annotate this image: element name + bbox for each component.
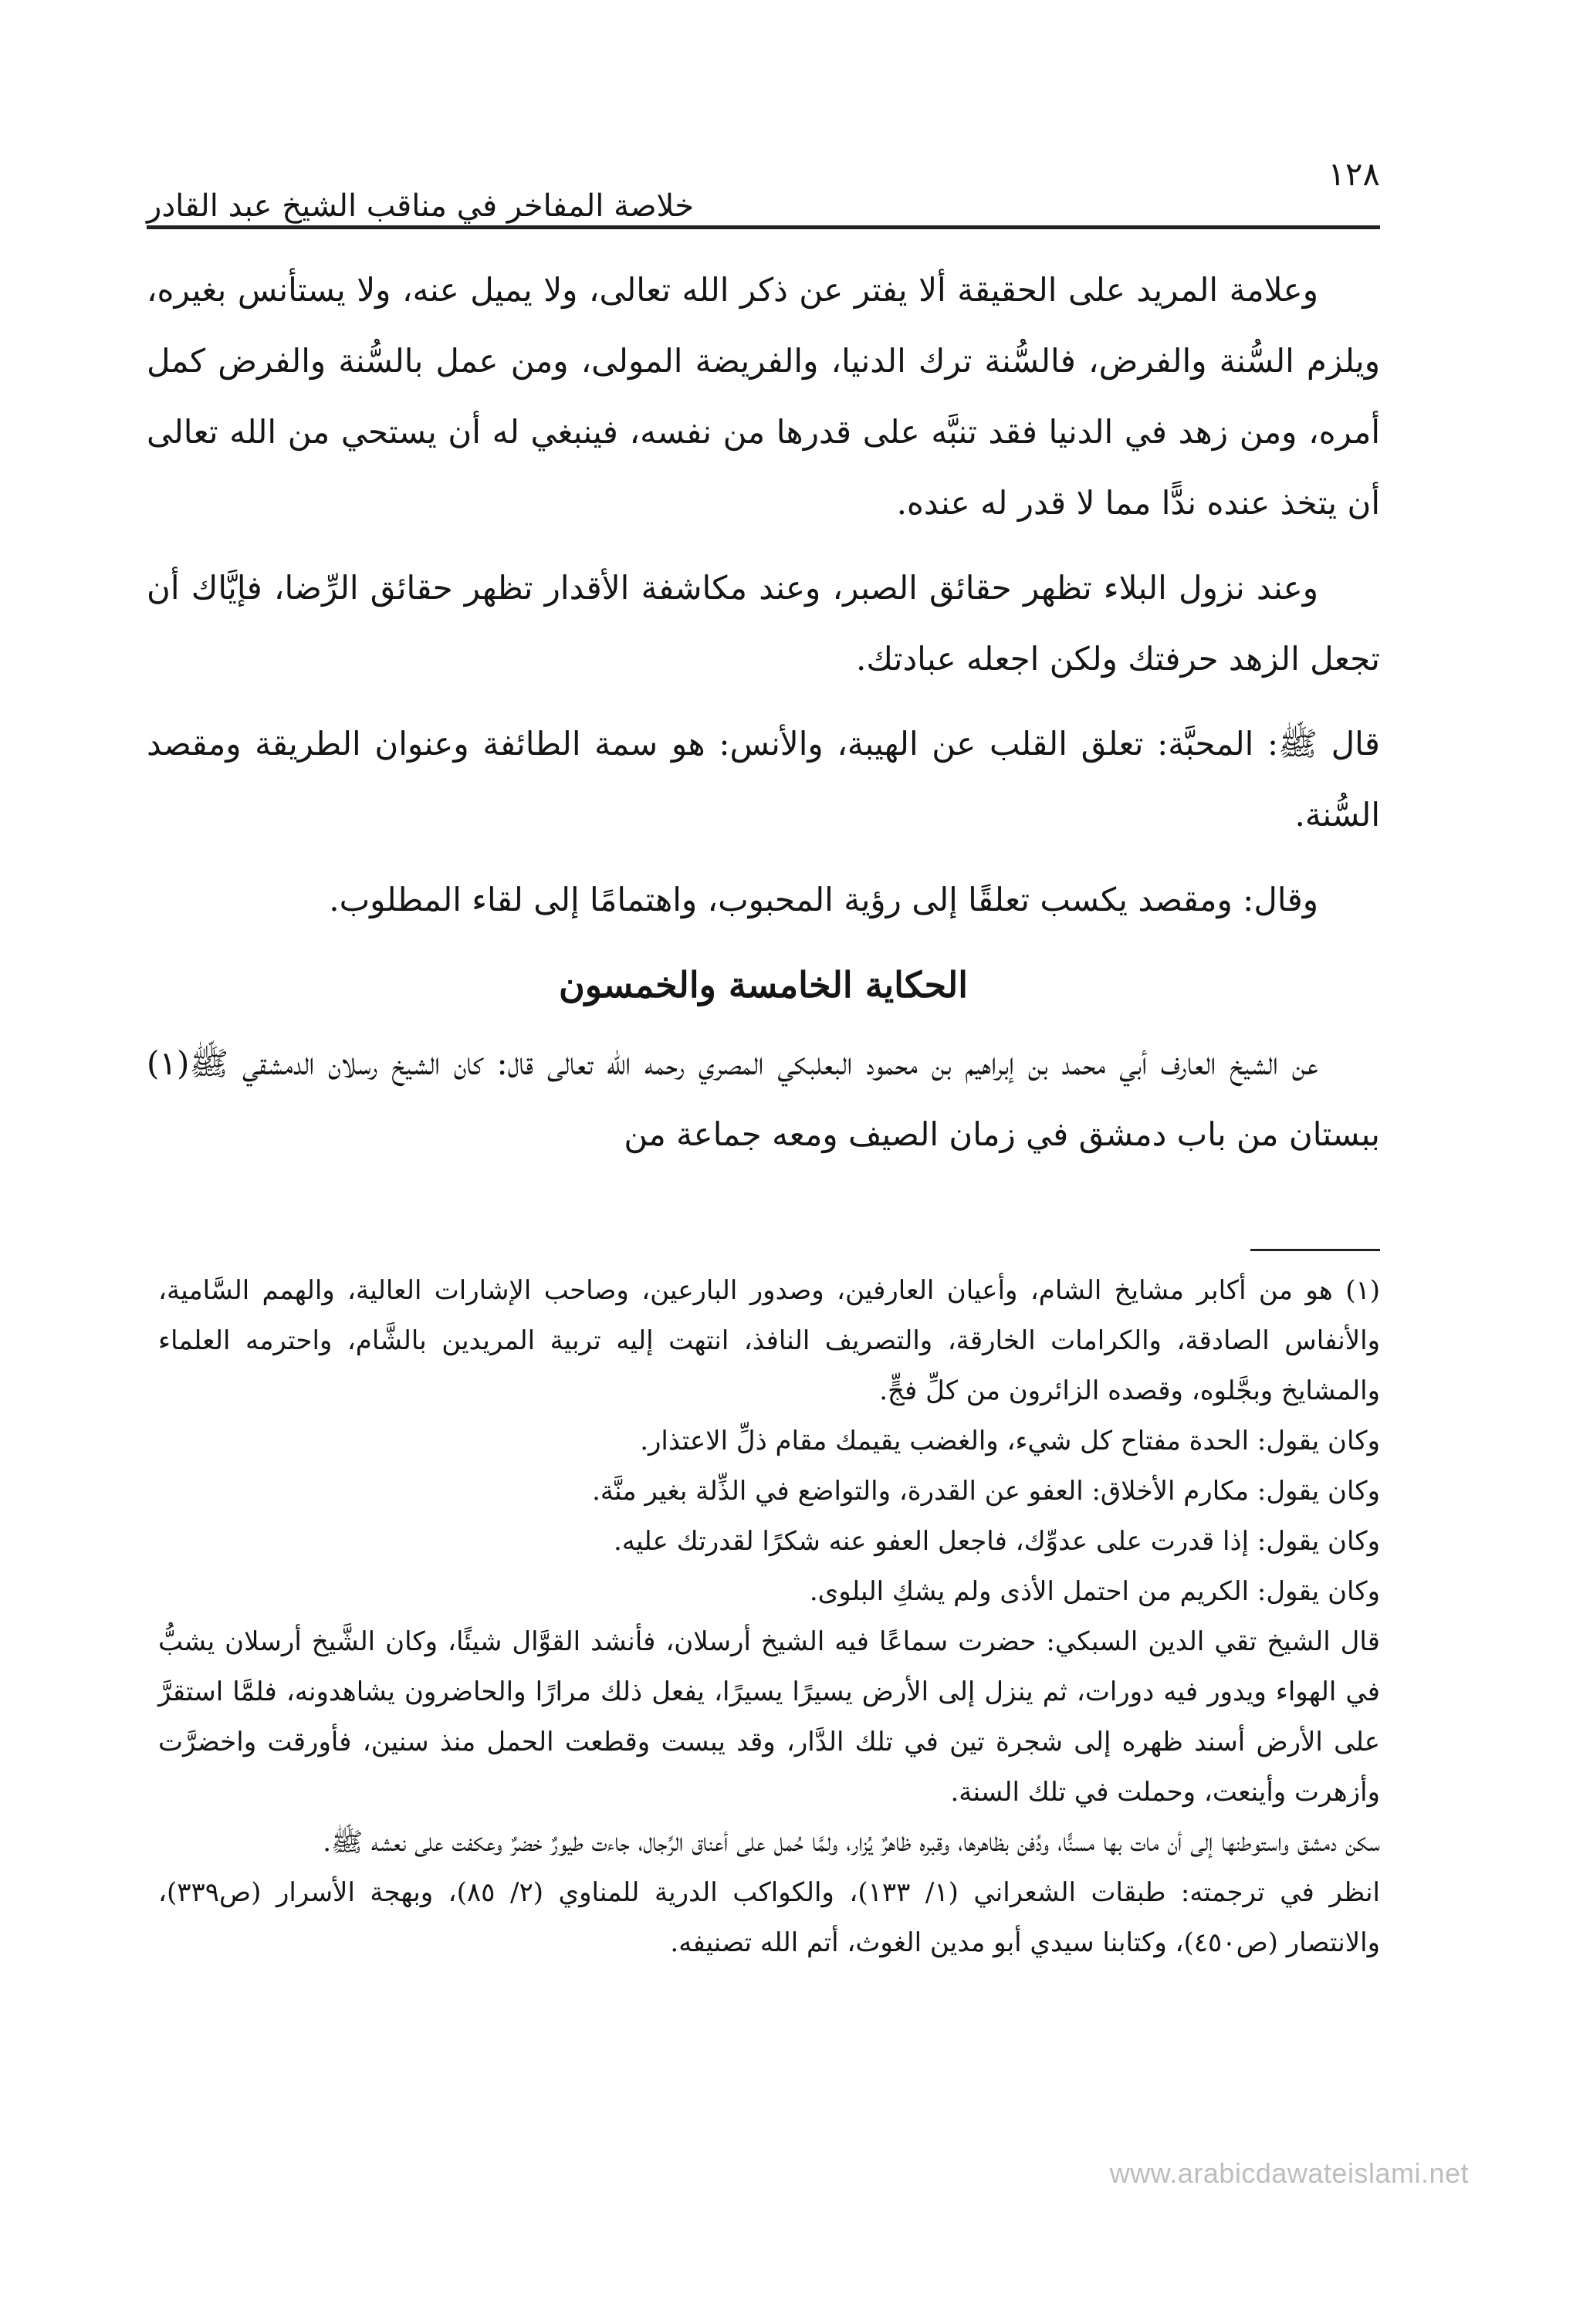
story-heading: الحكاية الخامسة والخمسون — [558, 964, 969, 1006]
footnote-saying-1: وكان يقول: الحدة مفتاح كل شيء، والغضب يقيمك مقام ذلِّ الاعتذار. — [640, 1426, 1380, 1456]
footnote-saying-4: وكان يقول: الكريم من احتمل الأذى ولم يشكِ البلوى. — [809, 1576, 1380, 1607]
footnote-1: (١) هو من أكابر مشايخ الشام، وأعيان العارفين، وصدور البارعين، وصاحب الإشارات العالية، والهمم السَّامية، والأنفاس الصادقة، والكرامات الخارقة، والتصريف النافذ، انتهت إليه تربية المريدين بالشَّام، واحترمه العلماء والمشايخ وبجَّلوه، وقصده الزائرون من كلِّ فجٍّ. — [158, 1275, 1380, 1406]
book-title: خلاصة المفاخر في مناقب الشيخ عبد القادر — [147, 188, 695, 224]
page-number: ١٢٨ — [1328, 155, 1380, 193]
footnote-saying-3: وكان يقول: إذا قدرت على عدوِّك، فاجعل العفو عنه شكرًا لقدرتك عليه. — [614, 1526, 1380, 1557]
main-text — [147, 255, 1380, 1184]
running-header — [147, 154, 1380, 224]
paragraph-mahabba: قال ﷺ: المحبَّة: تعلق القلب عن الهيبة، والأنس: هو سمة الطائفة وعنوان الطريقة ومقصد السُّنة. — [147, 725, 1380, 834]
footnote-references: انظر في ترجمته: طبقات الشعراني (١/ ١٣٣)، والكواكب الدرية للمناوي (٢/ ٨٥)، وبهجة الأسرار (ص٣٣٩)، والانتصار (ص٤٥٠)، وكتابنا سيدي أبو مدين الغوث، أتم الله تصنيفه. — [158, 1877, 1380, 1958]
header-rule — [147, 225, 1380, 229]
paragraph-murid: وعلامة المريد على الحقيقة ألا يفتر عن ذكر الله تعالى، ولا يميل عنه، ولا يستأنس بغيره، ويلزم السُّنة والفرض، فالسُّنة ترك الدنيا، والفريضة المولى، ومن عمل بالسُّنة والفرض كمل أمره، ومن زهد في الدنيا فقد تنبَّه على قدرها من نفسه، فينبغي له أن يستحي من الله تعالى أن يتخذ عنده ندًّا مما لا قدر له عنده. — [147, 271, 1380, 522]
paragraph-maqsad: وقال: ومقصد يكسب تعلقًا إلى رؤية المحبوب، واهتمامًا إلى لقاء المطلوب. — [329, 881, 1318, 918]
footnote-burial: سكن دمشق واستوطنها إلى أن مات بها مسنًّا، ودُفن بظاهرها، وقبره ظاهرٌ يُزار، ولمَّا حُمل على أعناق الرِّجال، جاءت طيورٌ خضرٌ وعكفت على نعشه ﷺ. — [323, 1827, 1380, 1858]
footnote-saying-2: وكان يقول: مكارم الأخلاق: العفو عن القدرة، والتواضع في الذِّلة بغير منَّة. — [592, 1476, 1380, 1507]
footnote-subki: قال الشيخ تقي الدين السبكي: حضرت سماعًا فيه الشيخ أرسلان، فأنشد القوَّال شيئًا، وكان الشَّيخ أرسلان يشبُّ في الهواء ويدور فيه دورات، ثم ينزل إلى الأرض يسيرًا يسيرًا، يفعل ذلك مرارًا والحاضرون يشاهدونه، فلمَّا استقرَّ على الأرض أسند ظهره إلى شجرة تين في تلك الدَّار، وقد يبست وقطعت الحمل منذ سنين، فأورقت واخضرَّت وأزهرت وأينعت، وحملت في تلك السنة. — [158, 1626, 1380, 1808]
paragraph-story: عن الشيخ العارف أبي محمد بن إبراهيم بن محمود البعلبكي المصري رحمه الله تعالى قال: كان الشيخ رسلان الدمشقي ﷺ(١) ببستان من باب دمشق في زمان الصيف ومعه جماعة من — [147, 1044, 1380, 1153]
footnote-rule — [1250, 1249, 1380, 1251]
footnotes — [158, 1266, 1380, 1968]
watermark-url: www.arabicdawateislami.net — [1109, 2157, 1469, 2189]
paragraph-bala: وعند نزول البلاء تظهر حقائق الصبر، وعند مكاشفة الأقدار تظهر حقائق الرِّضا، فإيَّاك أن تجعل الزهد حرفتك ولكن اجعله عبادتك. — [147, 569, 1380, 678]
